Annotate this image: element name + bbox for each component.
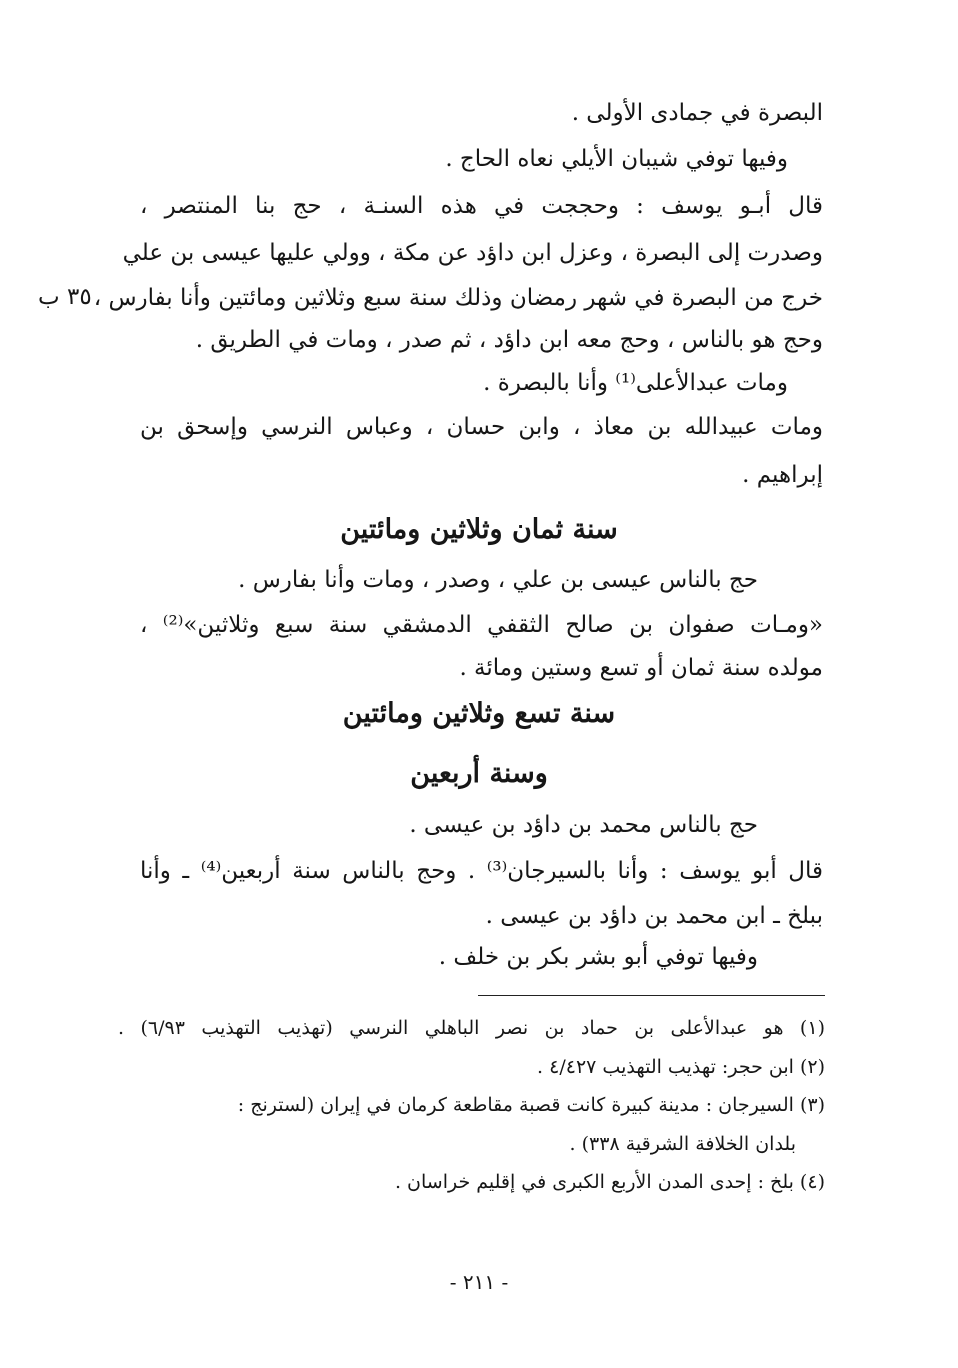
body-line-12: مولده سنة ثمان أو تسع وستين ومائة . [459, 655, 823, 681]
footnote-1: (١) هو عبدالأعلى بن حماد بن نصر الباهلي النرسي (تهذيب التهذيب ٦/٩٣) . [118, 1017, 825, 1039]
body-line-2: وفيها توفي شيبان الأيلي نعاه الحاج . [445, 146, 788, 172]
section-heading-239: سنة تسع وثلاثين ومائتين [342, 698, 616, 729]
body-line-15: ببلخ ـ ابن محمد بن داؤد بن عيسى . [485, 903, 823, 929]
footnote-3-continued: بلدان الخلافة الشرقية ٣٣٨) . [569, 1133, 796, 1155]
body-line-8: ومات عبيدالله بن معاذ ، وابن حسان ، وعباس النرسي وإسحق بن [140, 414, 823, 440]
body-line-3: قال أبـو يوسف : وحججت في هذه السنـة ، حج بنا المنتصر ، [140, 193, 823, 219]
footnote-2: (٢) ابن حجر: تهذيب التهذيب ٤/٤٢٧ . [537, 1056, 825, 1078]
page-number: - ٢١١ - [449, 1270, 509, 1294]
footnote-separator [478, 995, 825, 996]
body-line-6: وحج هو بالناس ، وحج معه ابن داؤد ، ثم صدر ، ومات في الطريق . [195, 327, 823, 353]
section-heading-238: سنة ثمان وثلاثين ومائتين [340, 514, 618, 545]
body-line-1: البصرة في جمادى الأولى . [571, 100, 823, 126]
footnote-3: (٣) السيرجان : مدينة كبيرة كانت قصبة مقاطعة كرمان في إيران (لسترنج : [237, 1094, 825, 1116]
body-line-16: وفيها توفي أبو بشر بكر بن خلف . [438, 944, 758, 970]
body-line-14: قال أبو يوسف : وأنا بالسيرجان⁽³⁾ . وحج بالناس سنة أربعين⁽⁴⁾ ـ وأنا [140, 858, 823, 884]
body-line-10: حج بالناس عيسى بن علي ، وصدر ، ومات وأنا بفارس . [238, 567, 758, 593]
body-line-9: إبراهيم . [742, 462, 823, 488]
body-line-5: خرج من البصرة في شهر رمضان وذلك سنة سبع وثلاثين ومائتين وأنا بفارس ، [93, 285, 823, 311]
footnote-4: (٤) بلخ : إحدى المدن الأربع الكبرى في إقليم خراسان . [394, 1171, 825, 1193]
body-line-11: «ومـات صفوان بن صالح الثقفي الدمشقي سنة سبع وثلاثين»⁽²⁾ ، [140, 612, 823, 638]
body-line-7: ومات عبدالأعلى⁽¹⁾ وأنا بالبصرة . [483, 370, 788, 396]
section-heading-240: وسنة أربعين [410, 758, 548, 789]
body-line-4: وصدرت إلى البصرة ، وعزل ابن داؤد عن مكة ، وولي عليها عيسى بن علي [122, 240, 823, 266]
body-line-13: حج بالناس محمد بن داؤد بن عيسى . [409, 812, 758, 838]
margin-folio-note: ٣٥ ب [38, 284, 92, 310]
